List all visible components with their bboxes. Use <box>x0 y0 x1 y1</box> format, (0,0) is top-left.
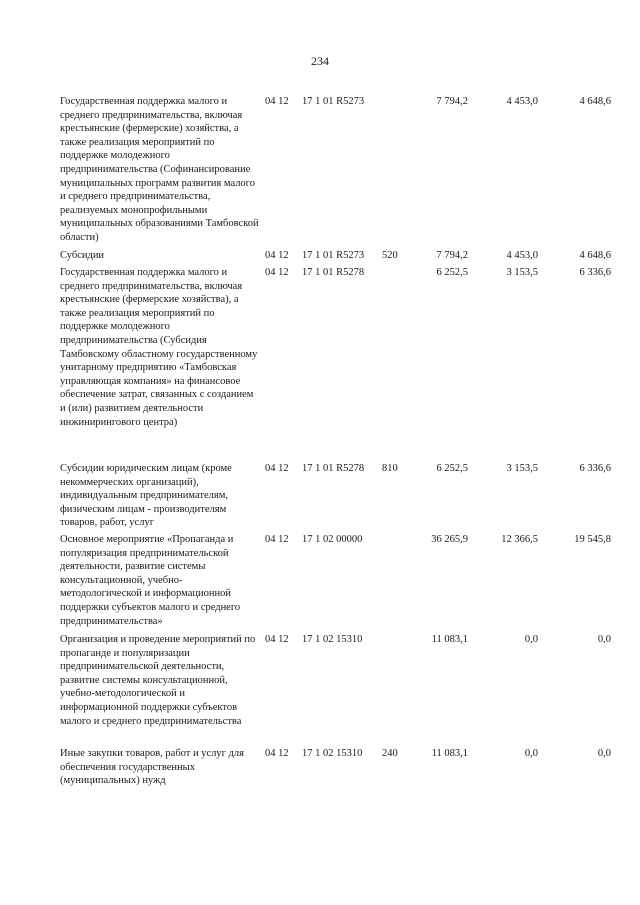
amount-year-2: 4 453,0 <box>506 96 538 107</box>
amount-year-1: 11 083,1 <box>431 748 468 759</box>
amount-year-1: 6 252,5 <box>436 267 468 278</box>
expense-type-code: 240 <box>382 748 398 759</box>
amount-year-3: 0,0 <box>597 634 611 645</box>
target-article-code: 17 1 01 R5278 <box>302 463 365 474</box>
row-name: Государственная поддержка малого и среднего предпринимательства, включая крестьянские (фермерские хозяйства), а также реализация мероприятий по поддержке молодежного предпринимательства (Субсидия Тамбовскому областному государственному унитарному предприятию «Тамбовская управляющая компания» на финансовое обеспечение затрат, связанных с созданием и (или) развитием деятельности инжинирингового центра) <box>60 267 258 428</box>
section-code: 04 12 <box>265 250 289 261</box>
amount-year-1: 7 794,2 <box>436 96 468 107</box>
row-name: Субсидии юридическим лицам (кроме некоммерческих организаций), индивидуальным предпринимателям, физическим лицам - производителям товаров, работ, услуг <box>60 463 232 529</box>
section-code: 04 12 <box>265 267 289 278</box>
section-code: 04 12 <box>265 463 289 474</box>
amount-year-2: 12 366,5 <box>501 534 538 545</box>
amount-year-3: 4 648,6 <box>579 96 611 107</box>
amount-year-2: 4 453,0 <box>506 250 538 261</box>
target-article-code: 17 1 02 00000 <box>302 534 363 545</box>
row-name: Организация и проведение мероприятий по пропаганде и популяризации предпринимательской деятельности, развитие системы консультационной, учебно-методологической и информационной поддержки субъектов малого и среднего предпринимательства <box>60 634 256 727</box>
amount-year-1: 7 794,2 <box>436 250 468 261</box>
amount-year-2: 3 153,5 <box>506 463 538 474</box>
section-code: 04 12 <box>265 96 289 107</box>
row-name: Основное мероприятие «Пропаганда и популяризация предпринимательской деятельности, развитие системы консультационной, учебно-методологической и информационной поддержки субъектов малого и среднего предпринимательства» <box>60 534 241 627</box>
row-name: Субсидии <box>60 250 105 261</box>
target-article-code: 17 1 01 R5273 <box>302 250 365 261</box>
amount-year-3: 4 648,6 <box>579 250 611 261</box>
section-code: 04 12 <box>265 748 289 759</box>
amount-year-3: 6 336,6 <box>579 463 611 474</box>
row-name: Государственная поддержка малого и среднего предпринимательства, включая крестьянские (фермерские) хозяйства, а также реализация мероприятий по поддержке молодежного предпринимательства (Софинансирование муниципальных программ развития малого и среднего предпринимательства, реализуемых монопрофильными муниципальных образованиями Тамбовской области) <box>60 96 259 243</box>
row-name: Иные закупки товаров, работ и услуг для обеспечения государственных (муниципальных) нужд <box>60 748 244 787</box>
section-code: 04 12 <box>265 634 289 645</box>
target-article-code: 17 1 02 15310 <box>302 634 363 645</box>
target-article-code: 17 1 01 R5273 <box>302 96 365 107</box>
amount-year-3: 19 545,8 <box>574 534 611 545</box>
amount-year-3: 6 336,6 <box>579 267 611 278</box>
amount-year-1: 6 252,5 <box>436 463 468 474</box>
target-article-code: 17 1 01 R5278 <box>302 267 365 278</box>
amount-year-2: 3 153,5 <box>506 267 538 278</box>
amount-year-3: 0,0 <box>597 748 611 759</box>
target-article-code: 17 1 02 15310 <box>302 748 363 759</box>
amount-year-2: 0,0 <box>524 748 538 759</box>
section-code: 04 12 <box>265 534 289 545</box>
amount-year-1: 36 265,9 <box>431 534 468 545</box>
amount-year-2: 0,0 <box>524 634 538 645</box>
expense-type-code: 520 <box>382 250 398 261</box>
expense-type-code: 810 <box>382 463 398 474</box>
amount-year-1: 11 083,1 <box>431 634 468 645</box>
page-number: 234 <box>311 54 329 68</box>
